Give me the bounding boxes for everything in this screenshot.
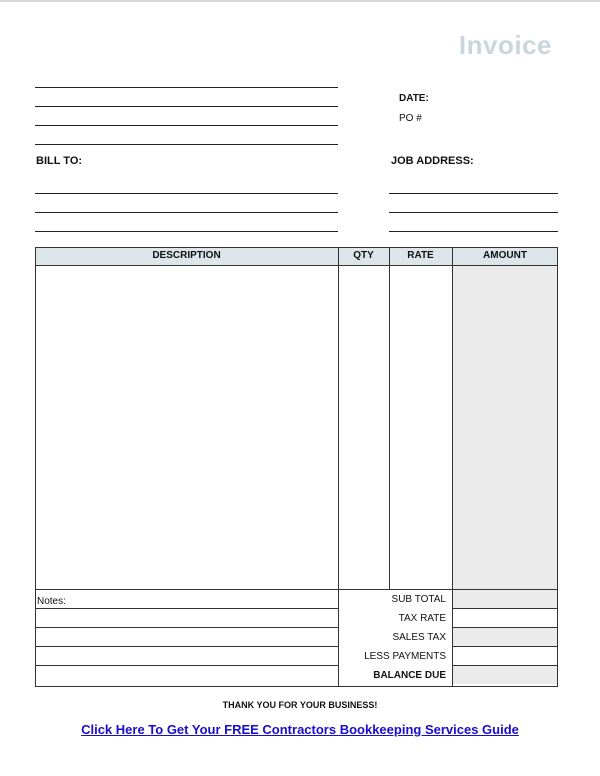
table-border-left: [35, 247, 36, 687]
company-line-1[interactable]: [35, 87, 338, 88]
sum-line-1: [452, 608, 558, 609]
invoice-title: Invoice: [458, 30, 552, 60]
job-address-line-3[interactable]: [389, 231, 558, 232]
bill-to-line-1[interactable]: [35, 193, 338, 194]
job-address-line-2[interactable]: [389, 212, 558, 213]
line-items-table: [35, 247, 558, 687]
top-border: [0, 0, 600, 2]
less-payments-label: LESS PAYMENTS: [364, 651, 446, 662]
table-border-bottom: [35, 686, 558, 687]
subtotal-label: SUB TOTAL: [391, 594, 446, 605]
sum-line-4: [452, 665, 558, 666]
notes-line-4: [35, 665, 338, 666]
sum-line-3: [452, 646, 558, 647]
job-address-label: JOB ADDRESS:: [391, 155, 474, 167]
qty-divider: [338, 247, 339, 589]
sum-line-2: [452, 627, 558, 628]
balance-due-label: BALANCE DUE: [373, 670, 446, 681]
company-line-4[interactable]: [35, 144, 338, 145]
rate-divider: [389, 247, 390, 589]
bill-to-line-2[interactable]: [35, 212, 338, 213]
notes-label: Notes:: [37, 596, 66, 607]
thank-you-text: THANK YOU FOR YOUR BUSINESS!: [222, 700, 378, 710]
tax-rate-value[interactable]: [452, 608, 558, 627]
notes-line-1: [35, 608, 338, 609]
table-border-top: [35, 247, 558, 248]
sales-tax-value[interactable]: [452, 627, 558, 646]
notes-line-2: [35, 627, 338, 628]
company-line-3[interactable]: [35, 125, 338, 126]
amount-column[interactable]: [452, 265, 558, 608]
date-label: DATE:: [399, 93, 429, 104]
bill-to-line-3[interactable]: [35, 231, 338, 232]
amount-divider: [452, 247, 453, 687]
summary-divider: [35, 589, 558, 590]
bookkeeping-guide-link[interactable]: Click Here To Get Your FREE Contractors Bookkeeping Services Guide: [81, 722, 519, 737]
amount-header: AMOUNT: [483, 250, 527, 261]
table-border-right: [557, 247, 558, 687]
description-header: DESCRIPTION: [152, 250, 221, 261]
header-divider: [35, 265, 558, 266]
rate-header: RATE: [407, 250, 434, 261]
notes-line-3: [35, 646, 338, 647]
company-line-2[interactable]: [35, 106, 338, 107]
qty-header: QTY: [353, 250, 374, 261]
tax-rate-label: TAX RATE: [398, 613, 446, 624]
subtotal-value[interactable]: [452, 589, 558, 608]
balance-due-value[interactable]: [452, 665, 558, 684]
less-payments-value[interactable]: [452, 646, 558, 665]
sales-tax-label: SALES TAX: [392, 632, 446, 643]
job-address-line-1[interactable]: [389, 193, 558, 194]
bill-to-label: BILL TO:: [36, 155, 83, 167]
po-label: PO #: [399, 113, 422, 124]
